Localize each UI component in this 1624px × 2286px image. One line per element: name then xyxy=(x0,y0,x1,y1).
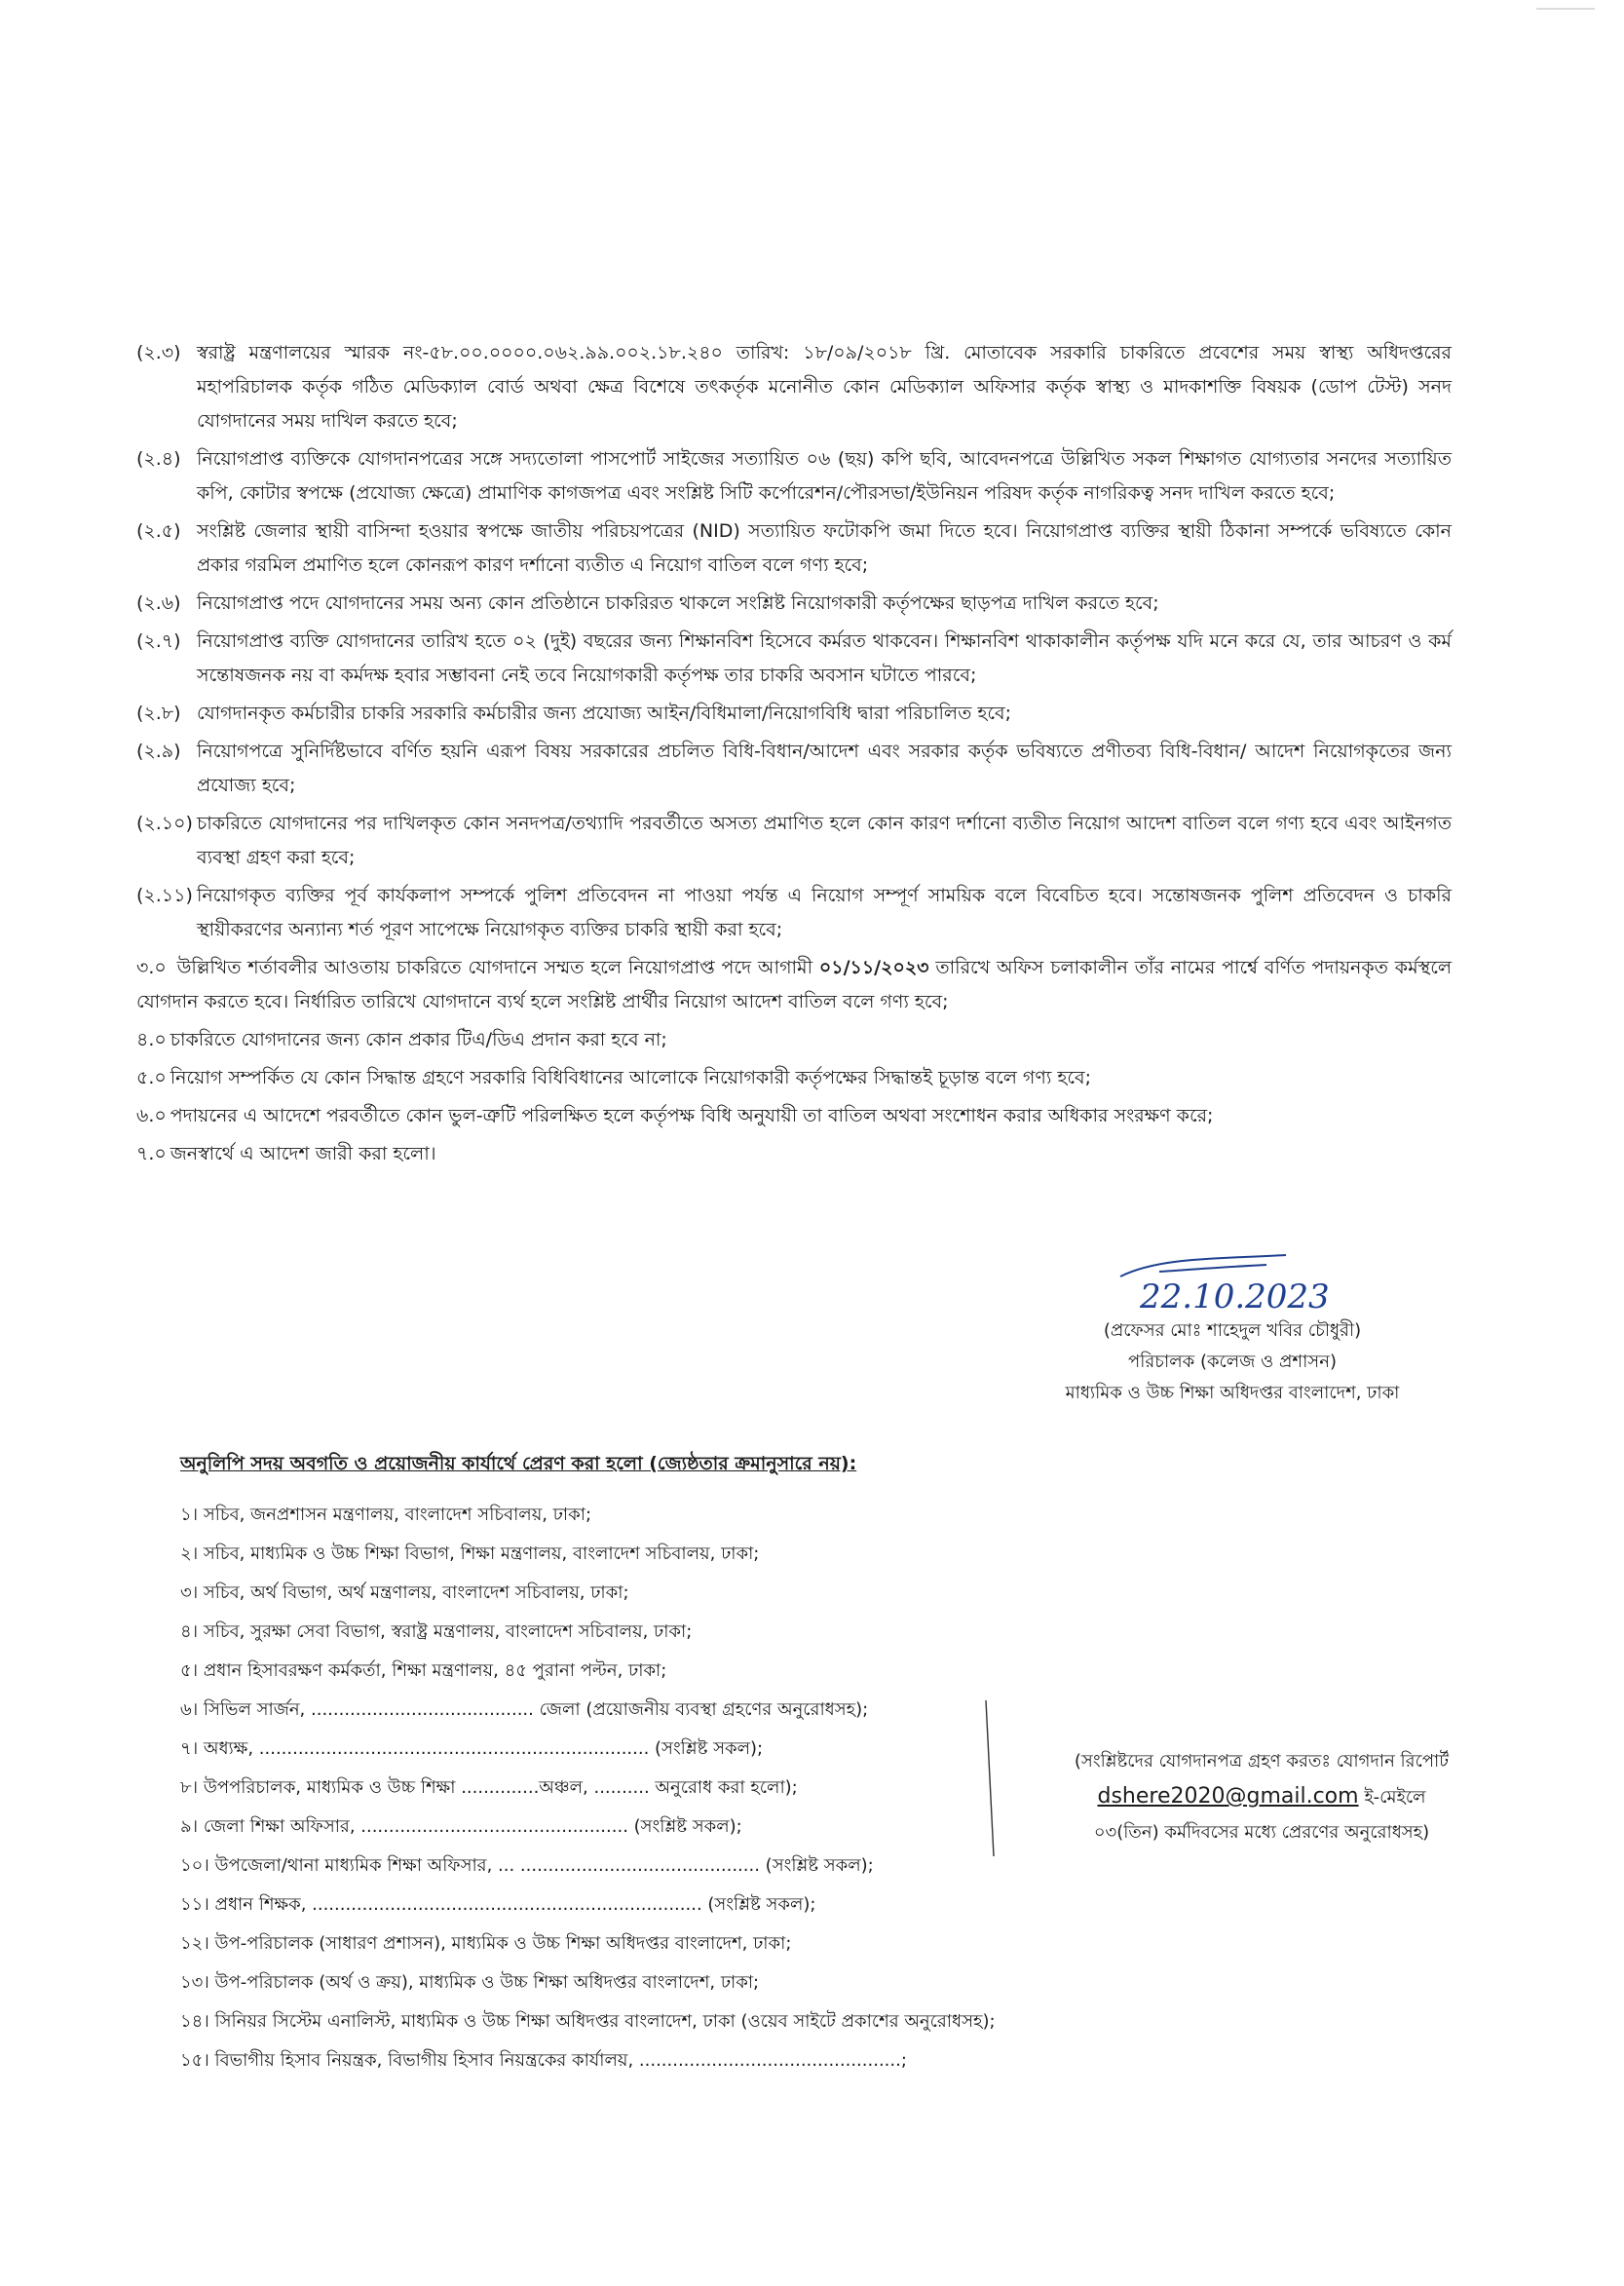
clause-number: ৬.০ xyxy=(136,1105,167,1126)
clause-text: যোগদানকৃত কর্মচারীর চাকরি সরকারি কর্মচারীর জন্য প্রযোজ্য আইন/বিধিমালা/নিয়োগবিধি দ্বারা পরিচালিত হবে; xyxy=(197,703,1011,724)
clause-number: (২.৫) xyxy=(136,520,181,542)
clause-text: নিয়োগ সম্পর্কিত যে কোন সিদ্ধান্ত গ্রহণে সরকারি বিধিবিধানের আলোকে নিয়োগকারী কর্তৃপক্ষের সিদ্ধান্তই চূড়ান্ত বলে গণ্য হবে; xyxy=(170,1067,1092,1088)
clause-text: নিয়োগপ্রাপ্ত ব্যক্তি যোগদানের তারিখ হতে ০২ (দুই) বছরের জন্য শিক্ষানবিশ হিসেবে কর্মরত থাকবেন। শিক্ষানবিশ থাকাকালীন কর্তৃপক্ষ যদি মনে করে যে, তার আচরণ ও কর্ম সন্তোষজনক নয় বা কর্মদক্ষ হবার সম্ভাবনা নেই তবে নিয়োগকারী কর্তৃপক্ষ তার চাকরি অবসান ঘটাতে পারবে; xyxy=(197,630,1452,686)
clause-item xyxy=(136,625,1452,693)
signature-block xyxy=(1003,1238,1461,1409)
copy-list xyxy=(180,1496,1154,2080)
copy-recipient: ১১। প্রধান শিক্ষক, ...................................................................... (সংশ্লিষ্ট সকল); xyxy=(180,1894,816,1915)
clause-item xyxy=(136,951,1452,1019)
copy-recipient: ১৩। উপ-পরিচালক (অর্থ ও ক্রয়), মাধ্যমিক ও উচ্চ শিক্ষা অধিদপ্তর বাংলাদেশ, ঢাকা; xyxy=(180,1972,760,1993)
copy-recipient: ১৫। বিভাগীয় হিসাব নিয়ন্ত্রক, বিভাগীয় হিসাব নিয়ন্ত্রকের কার্যালয়, ...............................................; xyxy=(180,2050,907,2071)
clause-number: (২.৪) xyxy=(136,448,181,470)
email-link[interactable]: dshere2020@gmail.com xyxy=(1097,1784,1359,1809)
email-suffix: ই-মেইলে xyxy=(1364,1787,1426,1808)
clause-item xyxy=(136,442,1452,511)
copy-recipient: ৫। প্রধান হিসাবরক্ষণ কর্মকর্তা, শিক্ষা মন্ত্রণালয়, ৪৫ পুরানা পল্টন, ঢাকা; xyxy=(180,1660,667,1681)
clause-text: নিয়োগপ্রাপ্ত ব্যক্তিকে যোগদানপত্রের সঙ্গে সদ্যতোলা পাসপোর্ট সাইজের সত্যায়িত ০৬ (ছয়) কপি ছবি, আবেদনপত্রে উল্লিখিত সকল শিক্ষাগত যোগ্যতার সনদের সত্যায়িত কপি, কোটার স্বপক্ষে (প্রযোজ্য ক্ষেত্রে) প্রামাণিক কাগজপত্র এবং সংশ্লিষ্ট সিটি কর্পোরেশন/পৌরসভা/ইউনিয়ন পরিষদ কর্তৃক নাগরিকত্ব সনদ দাখিল করতে হবে; xyxy=(197,448,1452,504)
clause-text: চাকরিতে যোগদানের পর দাখিলকৃত কোন সনদপত্র/তথ্যাদি পরবর্তীতে অসত্য প্রমাণিত হলে কোন কারণ দর্শানো ব্যতীত নিয়োগ আদেশ বাতিল বলে গণ্য হবে এবং আইনগত ব্যবস্থা গ্রহণ করা হবে; xyxy=(197,813,1452,868)
copy-recipient: ১। সচিব, জনপ্রশাসন মন্ত্রণালয়, বাংলাদেশ সচিবালয়, ঢাকা; xyxy=(180,1505,592,1525)
clause-number: (২.৩) xyxy=(136,342,181,363)
clause-number: (২.৬) xyxy=(136,592,181,614)
signatory-designation: পরিচালক (কলেজ ও প্রশাসন) xyxy=(1128,1352,1337,1372)
clause-number: (২.১১) xyxy=(136,885,193,906)
clause-item xyxy=(136,1023,1452,1057)
clause-item xyxy=(136,336,1452,438)
clause-item xyxy=(136,1137,1452,1171)
clause-item xyxy=(136,735,1452,803)
copy-recipient: ৬। সিভিল সার্জন, ........................................ জেলা (প্রয়োজনীয় ব্যবস্থা গ্রহণের অনুরোধসহ); xyxy=(180,1699,869,1720)
clause-item xyxy=(136,1099,1452,1133)
clause-item xyxy=(136,514,1452,583)
clause-number: ৭.০ xyxy=(136,1143,167,1164)
clause-text: সংশ্লিষ্ট জেলার স্থায়ী বাসিন্দা হওয়ার স্বপক্ষে জাতীয় পরিচয়পত্রের (NID) সত্যায়িত ফটোকপি জমা দিতে হবে। নিয়োগপ্রাপ্ত ব্যক্তির স্থায়ী ঠিকানা সম্পর্কে ভবিষ্যতে কোন প্রকার গরমিল প্রমাণিত হলে কোনরূপ কারণ দর্শানো ব্যতীত এ নিয়োগ বাতিল বলে গণ্য হবে; xyxy=(197,520,1452,576)
conditions-list xyxy=(136,336,1452,1175)
copy-recipient: ৮। উপপরিচালক, মাধ্যমিক ও উচ্চ শিক্ষা ..............অঞ্চল, .......... অনুরোধ করা হলো); xyxy=(180,1777,798,1798)
divider xyxy=(984,1700,986,1856)
signatory-office: মাধ্যমিক ও উচ্চ শিক্ষা অধিদপ্তর বাংলাদেশ, ঢাকা xyxy=(1065,1383,1400,1403)
clause-text: স্বরাষ্ট্র মন্ত্রণালয়ের স্মারক নং-৫৮.০০.০০০০.০৬২.৯৯.০০২.১৮.২৪০ তারিখ: ১৮/০৯/২০১৮ খ্রি. মোতাবেক সরকারি চাকরিতে প্রবেশের সময় স্বাস্থ্য অধিদপ্তরের মহাপরিচালক কর্তৃক গঠিত মেডিক্যাল বোর্ড অথবা ক্ষেত্র বিশেষে তৎকর্তৃক মনোনীত কোন মেডিক্যাল অফিসার কর্তৃক স্বাস্থ্য ও মাদকাশক্তি বিষয়ক (ডোপ টেস্ট) সনদ যোগদানের সময় দাখিল করতে হবে; xyxy=(197,342,1452,432)
signatory-name: (প্রফেসর মোঃ শাহেদুল খবির চৌধুরী) xyxy=(1103,1320,1362,1341)
clause-text: নিয়োগকৃত ব্যক্তির পূর্ব কার্যকলাপ সম্পর্কে পুলিশ প্রতিবেদন না পাওয়া পর্যন্ত এ নিয়োগ সম্পূর্ণ সাময়িক বলে বিবেচিত হবে। সন্তোষজনক পুলিশ প্রতিবেদন ও চাকরি স্থায়ীকরণের অন্যান্য শর্ত পূরণ সাপেক্ষে নিয়োগকৃত ব্যক্তির চাকরি স্থায়ী করা হবে; xyxy=(197,885,1452,940)
clause-text: তারিখে অফিস চলাকালীন তাঁর নামের পার্শ্বে বর্ণিত পদায়নকৃত কর্মস্থলে যোগদান করতে হবে। নির্ধারিত তারিখে যোগদানে ব্যর্থ হলে সংশ্লিষ্ট প্রার্থীর নিয়োগ আদেশ বাতিল বলে গণ্য হবে; xyxy=(136,957,1453,1012)
copy-recipient: ১২। উপ-পরিচালক (সাধারণ প্রশাসন), মাধ্যমিক ও উচ্চ শিক্ষা অধিদপ্তর বাংলাদেশ, ঢাকা; xyxy=(180,1933,792,1954)
clause-number: (২.৭) xyxy=(136,630,181,652)
copy-heading: অনুলিপি সদয় অবগতি ও প্রয়োজনীয় কার্যার্থে প্রেরণ করা হলো (জ্যেষ্ঠতার ক্রমানুসারে নয়): xyxy=(180,1453,857,1474)
clause-text: নিয়োগপ্রাপ্ত পদে যোগদানের সময় অন্য কোন প্রতিষ্ঠানে চাকরিরত থাকলে সংশ্লিষ্ট নিয়োগকারী কর্তৃপক্ষের ছাড়পত্র দাখিল করতে হবে; xyxy=(197,592,1159,614)
copy-recipient: ১৪। সিনিয়র সিস্টেম এনালিস্ট, মাধ্যমিক ও উচ্চ শিক্ষা অধিদপ্তর বাংলাদেশ, ঢাকা (ওয়েব সাইটে প্রকাশের অনুরোধসহ); xyxy=(180,2011,996,2032)
side-note-line1: (সংশ্লিষ্টদের যোগদানপত্র গ্রহণ করতঃ যোগদান রিপোর্ট xyxy=(1074,1751,1450,1772)
clause-number: ৪.০ xyxy=(136,1029,167,1050)
clause-number: (২.৯) xyxy=(136,741,181,762)
side-note-line3: ০৩(তিন) কর্মদিবসের মধ্যে প্রেরণের অনুরোধসহ) xyxy=(1093,1822,1430,1843)
clause-number: ৩.০ xyxy=(136,957,167,978)
copy-recipient: ৪। সচিব, সুরক্ষা সেবা বিভাগ, স্বরাষ্ট্র মন্ত্রণালয়, বাংলাদেশ সচিবালয়, ঢাকা; xyxy=(180,1621,693,1642)
clause-item xyxy=(136,697,1452,731)
clause-item xyxy=(136,879,1452,947)
copy-recipient: ৯। জেলা শিক্ষা অফিসার, ................................................ (সংশ্লিষ্ট সকল); xyxy=(180,1816,742,1837)
handwritten-signature xyxy=(1003,1238,1461,1315)
clause-text: উল্লিখিত শর্তাবলীর আওতায় চাকরিতে যোগদানে সম্মত হলে নিয়োগপ্রাপ্ত পদে আগামী xyxy=(176,957,813,978)
joining-date: ০১/১১/২০২৩ xyxy=(818,957,929,978)
copy-recipient: ২। সচিব, মাধ্যমিক ও উচ্চ শিক্ষা বিভাগ, শিক্ষা মন্ত্রণালয়, বাংলাদেশ সচিবালয়, ঢাকা; xyxy=(180,1543,760,1564)
clause-item xyxy=(136,1061,1452,1095)
clause-item xyxy=(136,587,1452,621)
side-note xyxy=(1033,1744,1491,1850)
handwritten-date: 22.10.2023 xyxy=(1140,1277,1330,1316)
clause-text: চাকরিতে যোগদানের জন্য কোন প্রকার টিএ/ডিএ প্রদান করা হবে না; xyxy=(170,1029,667,1050)
scan-artifact xyxy=(1536,0,1595,10)
clause-text: জনস্বার্থে এ আদেশ জারী করা হলো। xyxy=(170,1143,436,1164)
copy-recipient: ৩। সচিব, অর্থ বিভাগ, অর্থ মন্ত্রণালয়, বাংলাদেশ সচিবালয়, ঢাকা; xyxy=(180,1582,629,1603)
clause-number: (২.১০) xyxy=(136,813,193,834)
copy-recipient: ৭। অধ্যক্ষ, ...................................................................... (সংশ্লিষ্ট সকল); xyxy=(180,1738,764,1759)
clause-number: (২.৮) xyxy=(136,703,181,724)
clause-item xyxy=(136,807,1452,875)
clause-number: ৫.০ xyxy=(136,1067,167,1088)
clause-text: পদায়নের এ আদেশে পরবর্তীতে কোন ভুল-ত্রুটি পরিলক্ষিত হলে কর্তৃপক্ষ বিধি অনুযায়ী তা বাতিল অথবা সংশোধন করার অধিকার সংরক্ষণ করে; xyxy=(170,1105,1214,1126)
copy-recipient: ১০। উপজেলা/থানা মাধ্যমিক শিক্ষা অফিসার, ... ........................................... (সংশ্লিষ্ট সকল); xyxy=(180,1855,874,1876)
clause-text: নিয়োগপত্রে সুনির্দিষ্টভাবে বর্ণিত হয়নি এরূপ বিষয় সরকারের প্রচলিত বিধি-বিধান/আদেশ এবং সরকার কর্তৃক ভবিষ্যতে প্রণীতব্য বিধি-বিধান/ আদেশ নিয়োগকৃতের জন্য প্রযোজ্য হবে; xyxy=(197,741,1452,796)
